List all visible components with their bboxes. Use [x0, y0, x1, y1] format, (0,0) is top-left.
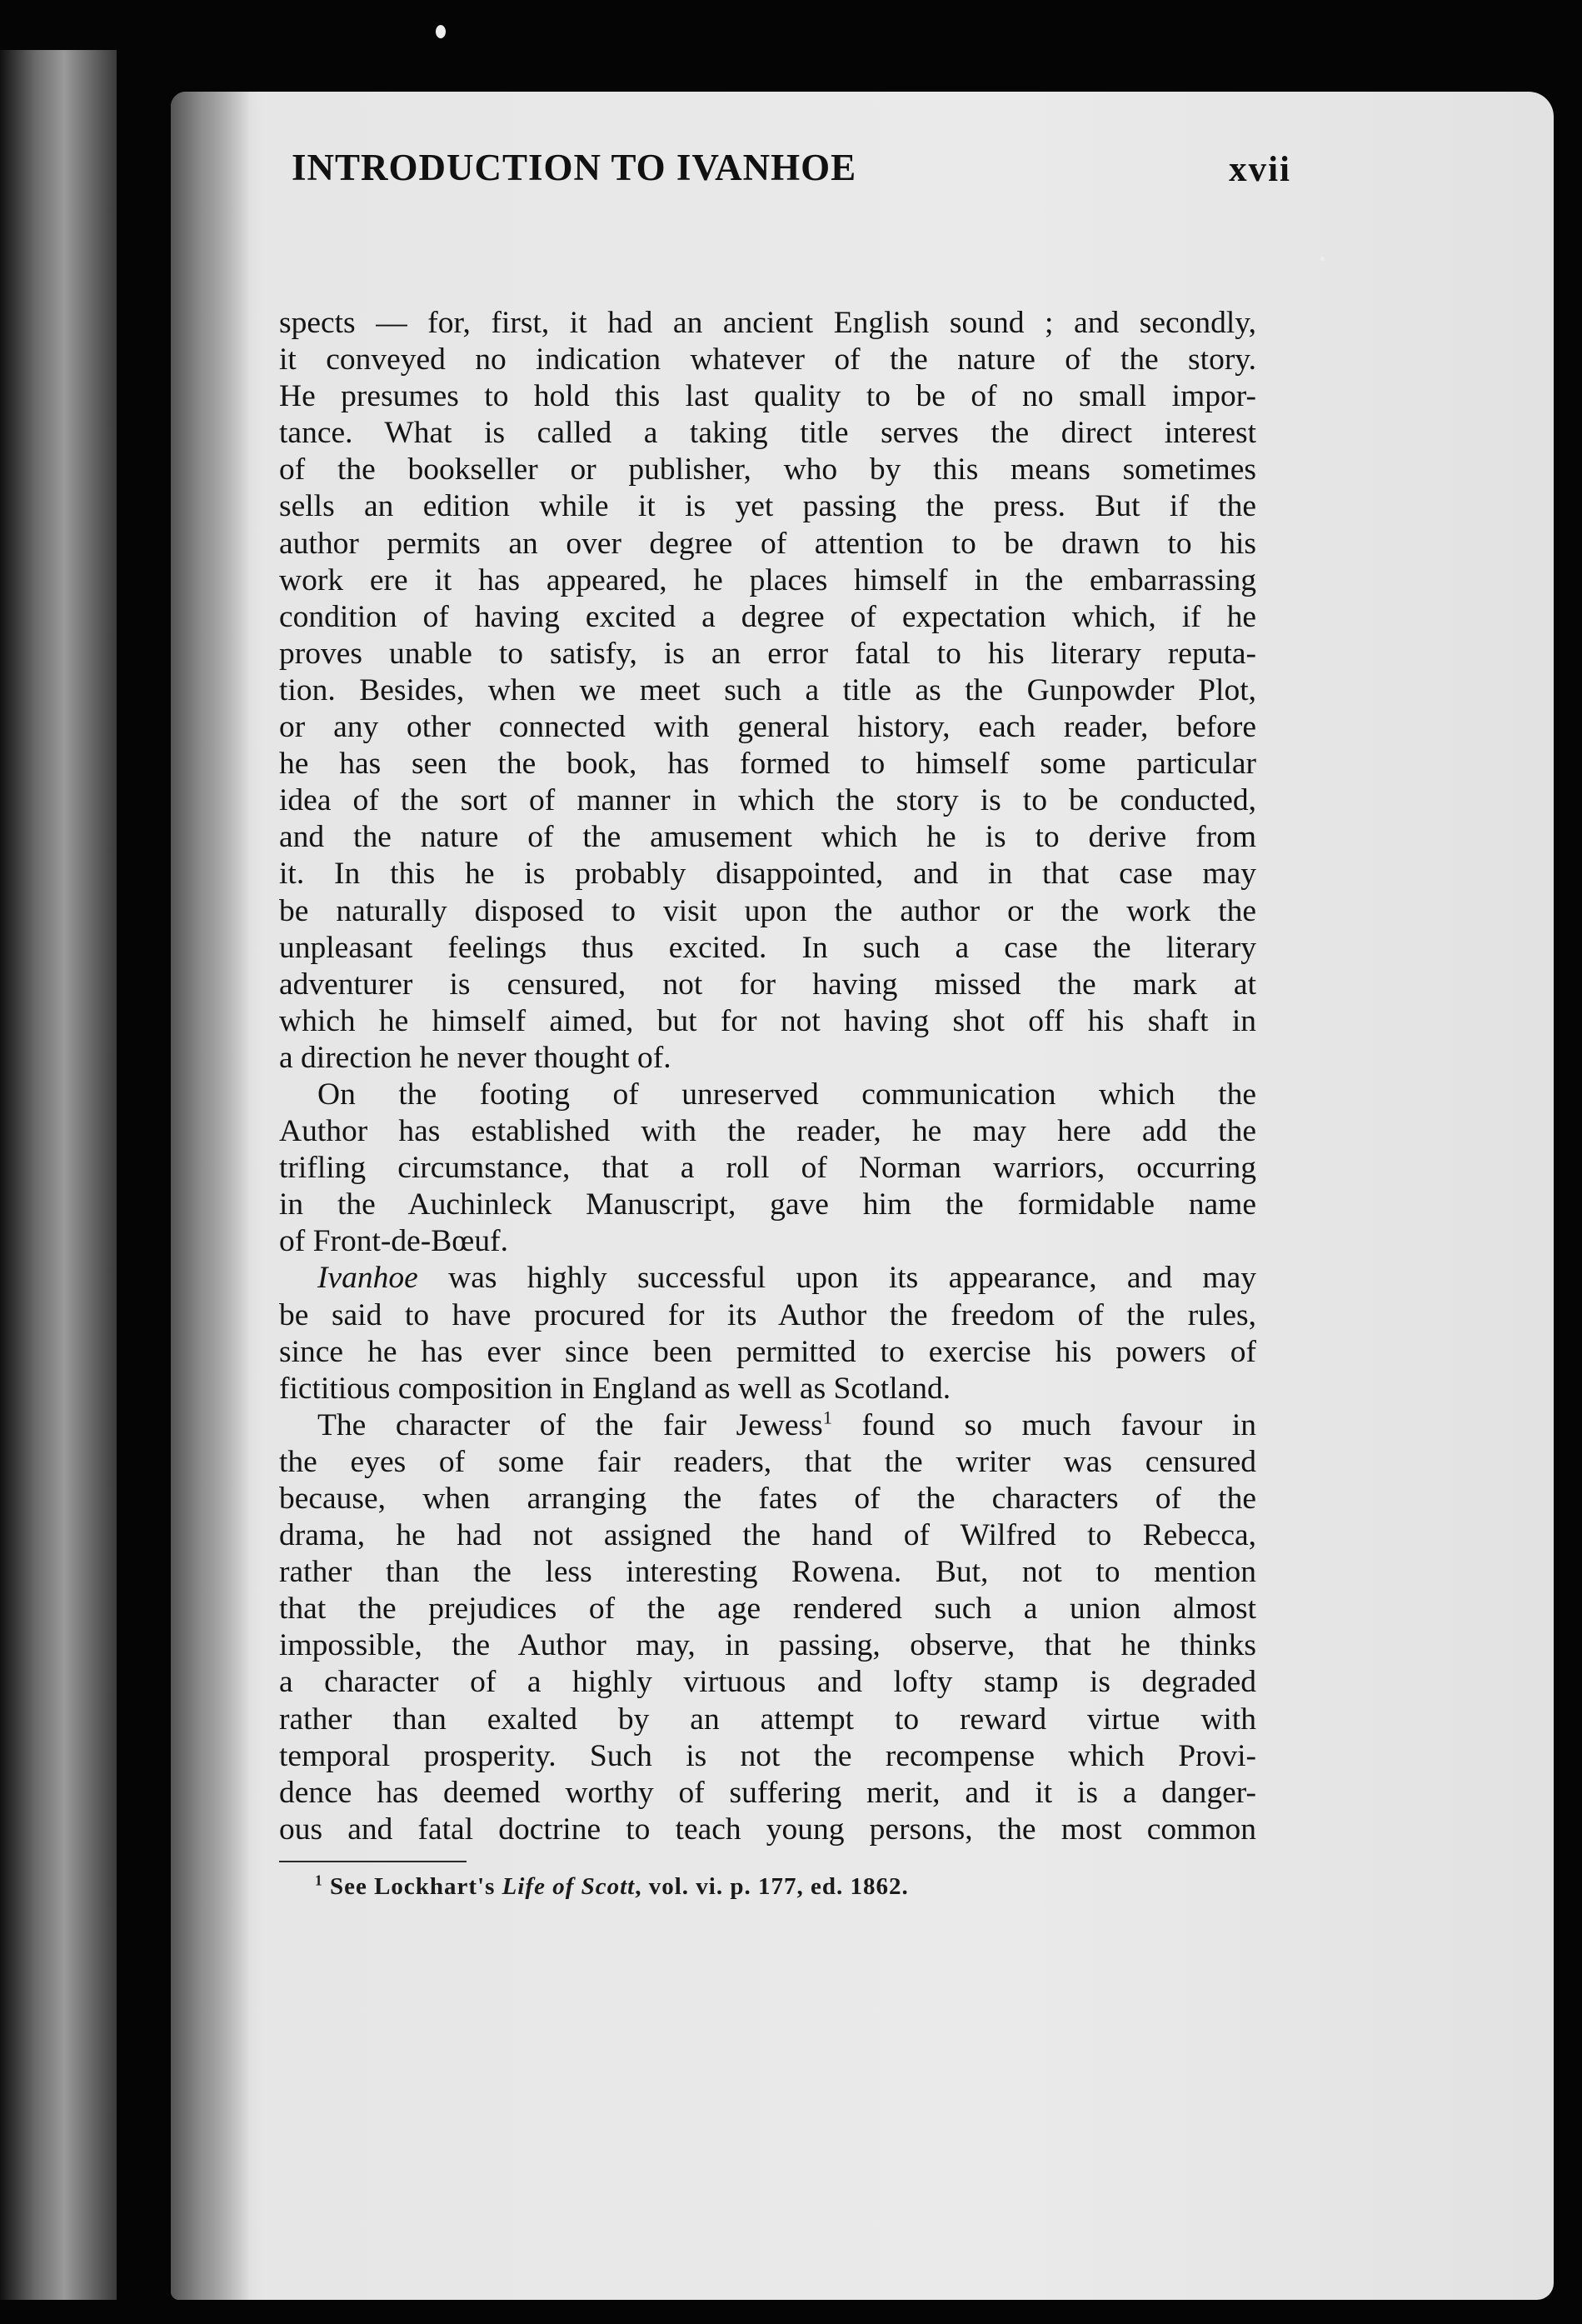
- text-line: and the nature of the amusement which he is to derive from: [279, 820, 1256, 855]
- left-page-edge: [0, 50, 117, 2300]
- text-line: spects — for, first, it had an ancient English sound ; and secondly,: [279, 306, 1256, 340]
- footnote-rule: [279, 1861, 467, 1862]
- text-line: idea of the sort of manner in which the story is to be conducted,: [279, 783, 1256, 818]
- gutter-shadow: [171, 92, 250, 2300]
- text-line: a character of a highly virtuous and lofty stamp is degraded: [279, 1665, 1256, 1700]
- text-line: be naturally disposed to visit upon the author or the work the: [279, 893, 1256, 928]
- footnote-reference: 1: [822, 1407, 832, 1428]
- text-line: be said to have procured for its Author the freedom of the rules,: [279, 1297, 1256, 1332]
- text-line: in the Auchinleck Manuscript, gave him the formidable name: [279, 1187, 1256, 1222]
- footnote-prefix: See Lockhart's: [329, 1873, 502, 1900]
- running-head: [292, 146, 1291, 204]
- text-line: rather than the less interesting Rowena. But, not to mention: [279, 1555, 1256, 1590]
- text-line: it conveyed no indication whatever of the nature of the story.: [279, 342, 1256, 377]
- text-line: ous and fatal doctrine to teach young persons, the most common: [279, 1812, 1256, 1847]
- paragraph-first-line: [279, 1407, 1256, 1444]
- text-line: rather than exalted by an attempt to reward virtue with: [279, 1702, 1256, 1737]
- text-line: it. In this he is probably disappointed, and in that case may: [279, 857, 1256, 892]
- running-head-title: INTRODUCTION TO IVANHOE: [292, 147, 857, 188]
- text-line: tion. Besides, when we meet such a title as the Gunpowder Plot,: [279, 672, 1256, 707]
- text-line: proves unable to satisfy, is an error fatal to his literary reputa-: [279, 636, 1256, 671]
- text-line: condition of having excited a degree of expectation which, if he: [279, 599, 1256, 634]
- text-line: sells an edition while it is yet passing the press. But if the: [279, 489, 1256, 524]
- text-line: unpleasant feelings thus excited. In such a case the literary: [279, 930, 1256, 965]
- text-line: he has seen the book, has formed to himself some particular: [279, 747, 1256, 782]
- text-line: of Front-de-Bœuf.: [279, 1224, 508, 1259]
- text-line: trifling circumstance, that a roll of Norman warriors, occurring: [279, 1151, 1256, 1186]
- text-line: dence has deemed worthy of suffering merit, and it is a danger-: [279, 1775, 1256, 1810]
- paragraph-first-line: On the footing of unreserved communication which the: [317, 1077, 1256, 1112]
- text-run: The character of the fair Jewess: [317, 1407, 823, 1442]
- text-line: a direction he never thought of.: [279, 1040, 671, 1075]
- text-line: the eyes of some fair readers, that the writer was censured: [279, 1444, 1256, 1479]
- text-line: since he has ever since been permitted to exercise his powers of: [279, 1334, 1256, 1369]
- text-line: that the prejudices of the age rendered such a union almost: [279, 1592, 1256, 1627]
- footnote: [315, 1873, 909, 1901]
- text-line: of the bookseller or publisher, who by this means sometimes: [279, 452, 1256, 487]
- italic-title-ivanhoe: Ivanhoe: [317, 1261, 418, 1296]
- page-number: xvii: [1229, 150, 1291, 189]
- footnote-book-title: Life of Scott: [502, 1873, 636, 1900]
- text-line: impossible, the Author may, in passing, observe, that he thinks: [279, 1628, 1256, 1663]
- text-line: temporal prosperity. Such is not the recompense which Provi-: [279, 1738, 1256, 1773]
- footnote-marker: 1: [315, 1872, 323, 1889]
- text-run: was highly successful upon its appearance, and may: [417, 1261, 1256, 1296]
- text-line: because, when arranging the fates of the characters of the: [279, 1482, 1256, 1516]
- text-line: Author has established with the reader, he may here add the: [279, 1114, 1256, 1149]
- paragraph-first-line: [279, 1260, 1256, 1297]
- text-line: tance. What is called a taking title serves the direct interest: [279, 416, 1256, 451]
- text-line: drama, he had not assigned the hand of Wilfred to Rebecca,: [279, 1518, 1256, 1553]
- text-line: or any other connected with general history, each reader, before: [279, 710, 1256, 745]
- text-line: adventurer is censured, not for having missed the mark at: [279, 967, 1256, 1002]
- text-line: author permits an over degree of attention to be drawn to his: [279, 526, 1256, 561]
- text-run: found so much favour in: [831, 1407, 1256, 1442]
- scan-speck: [1320, 257, 1325, 261]
- footnote-citation: , vol. vi. p. 177, ed. 1862.: [635, 1873, 909, 1900]
- text-line: work ere it has appeared, he places himself in the embarrassing: [279, 562, 1256, 597]
- text-line: He presumes to hold this last quality to be of no small impor-: [279, 379, 1256, 414]
- body-text: [279, 305, 1256, 1848]
- text-line: fictitious composition in England as well as Scotland.: [279, 1371, 951, 1406]
- text-line: which he himself aimed, but for not having shot off his shaft in: [279, 1003, 1256, 1038]
- scan-speck: [436, 25, 446, 38]
